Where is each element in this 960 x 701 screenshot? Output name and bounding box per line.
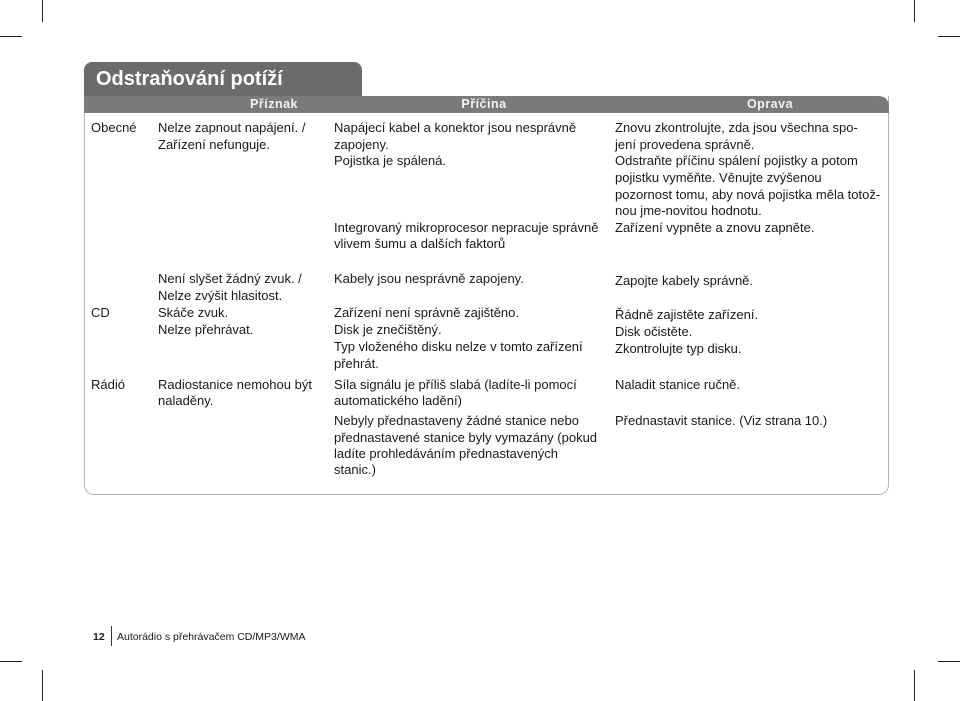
general-symptom-1-line-2: Zařízení nefunguje. [158, 137, 271, 152]
cd-cause-4-line-2: přehrát. [334, 356, 379, 371]
cd-fix-3: Disk očistěte. [615, 324, 693, 339]
category-general: Obecné [91, 120, 137, 135]
general-cause-3-line-1: Integrovaný mikroprocesor nepracuje správně [334, 220, 599, 235]
general-cause-2: Pojistka je spálená. [334, 153, 447, 168]
footer-title: Autorádio s přehrávačem CD/MP3/WMA [117, 631, 306, 643]
cd-fix-4: Zkontrolujte typ disku. [615, 341, 742, 356]
cd-cause-2: Zařízení není správně zajištěno. [334, 305, 519, 320]
cd-symptom-3: Nelze přehrávat. [158, 322, 254, 337]
radio-fix-1: Naladit stanice ručně. [615, 377, 741, 392]
section-title: Odstraňování potíží [96, 68, 283, 90]
cd-fix-1: Zapojte kabely správně. [615, 273, 754, 288]
general-fix-1-line-1: Znovu zkontrolujte, zda jsou všechna spo- [615, 120, 858, 135]
general-symptom-1-line-1: Nelze zapnout napájení. / [158, 120, 306, 135]
cd-symptom-1-line-2: Nelze zvýšit hlasitost. [158, 288, 283, 303]
header-symptom: Příznak [250, 97, 298, 111]
footer-divider [111, 626, 112, 646]
crop-mark [938, 661, 960, 662]
radio-cause-2-line-4: stanic.) [334, 462, 376, 477]
radio-cause-2-line-3: ladíte prohledáváním přednastavených [334, 446, 559, 461]
crop-mark [914, 670, 915, 701]
radio-fix-2: Přednastavit stanice. (Viz strana 10.) [615, 413, 828, 428]
radio-cause-2-line-1: Nebyly přednastaveny žádné stanice nebo [334, 413, 579, 428]
crop-mark [42, 0, 43, 22]
radio-cause-1-line-1: Síla signálu je příliš slabá (ladíte-li pomocí [334, 377, 577, 392]
crop-mark [914, 0, 915, 22]
cd-cause-4-line-1: Typ vloženého disku nelze v tomto zařízení [334, 339, 583, 354]
category-cd: CD [91, 305, 110, 320]
category-radio: Rádió [91, 377, 125, 392]
cd-cause-1: Kabely jsou nesprávně zapojeny. [334, 271, 524, 286]
radio-symptom-1-line-2: naladěny. [158, 393, 214, 408]
cd-symptom-2: Skáče zvuk. [158, 305, 229, 320]
crop-mark [938, 36, 960, 37]
general-fix-3: Zařízení vypněte a znovu zapněte. [615, 220, 815, 235]
general-fix-2-line-3: pozornost tomu, aby nová pojistka měla totož- [615, 187, 881, 202]
radio-cause-2-line-2: přednastavené stanice byly vymazány (pokud [334, 430, 598, 445]
general-cause-1-line-2: zapojeny. [334, 137, 389, 152]
general-fix-1-line-2: jení provedena správně. [615, 137, 755, 152]
header-cause: Příčina [461, 97, 507, 111]
general-fix-2-line-4: nou jme-novitou hodnotu. [615, 203, 762, 218]
radio-cause-1-line-2: automatického ladění) [334, 393, 462, 408]
page-number: 12 [93, 631, 105, 643]
general-fix-2-line-2: pojistku vyměňte. Věnujte zvýšenou [615, 170, 822, 185]
cd-symptom-1-line-1: Není slyšet žádný zvuk. / [158, 271, 302, 286]
section-title-tab [84, 62, 362, 96]
radio-symptom-1-line-1: Radiostanice nemohou být [158, 377, 312, 392]
cd-cause-3: Disk je znečištěný. [334, 322, 442, 337]
general-cause-3-line-2: vlivem šumu a dalších faktorů [334, 236, 506, 251]
general-cause-1-line-1: Napájecí kabel a konektor jsou nesprávně [334, 120, 577, 135]
table-header [84, 96, 889, 113]
header-fix: Oprava [746, 97, 794, 111]
crop-mark [0, 36, 22, 37]
cd-fix-2: Řádně zajistěte zařízení. [615, 307, 759, 322]
crop-mark [42, 670, 43, 701]
crop-mark [0, 661, 22, 662]
general-fix-2-line-1: Odstraňte příčinu spálení pojistky a potom [615, 153, 858, 168]
